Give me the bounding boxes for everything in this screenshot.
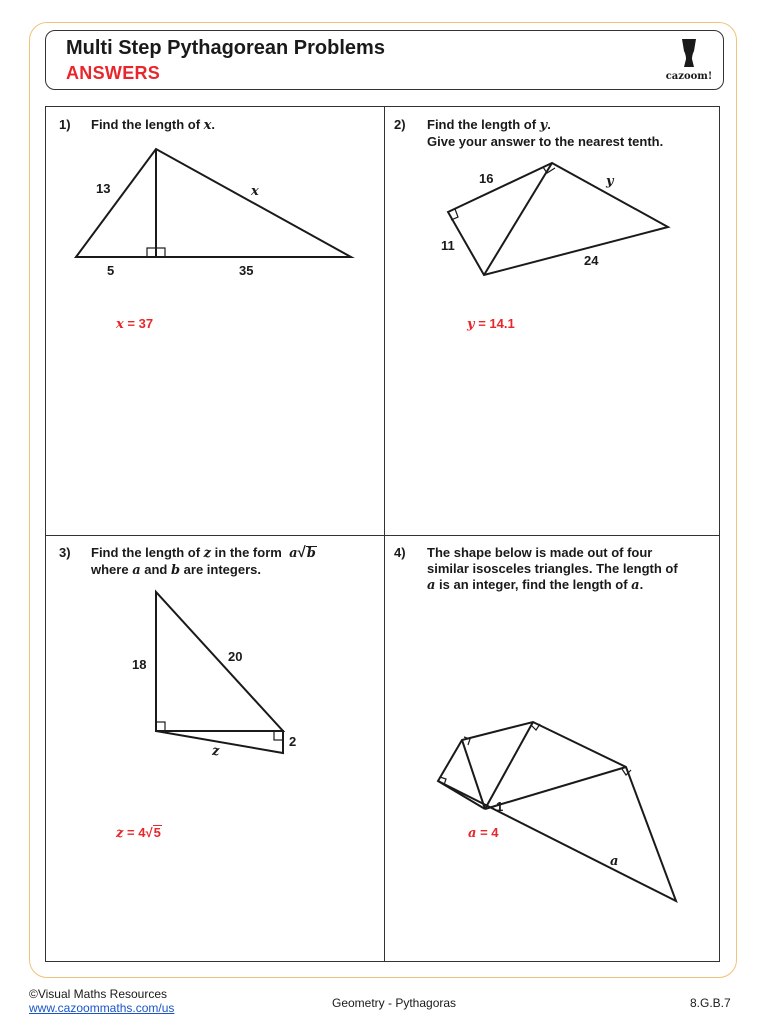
label-bottom: 24 <box>584 253 599 268</box>
answer-variable: z <box>116 826 124 841</box>
label-long: a <box>610 854 619 869</box>
question-text-part: are integers. <box>180 562 261 577</box>
question-text-part: Find the length of <box>427 117 540 132</box>
answer-variable: a <box>468 826 477 841</box>
answer-2 <box>467 316 515 332</box>
worksheet-header <box>45 30 724 90</box>
label-left: 11 <box>441 238 455 253</box>
form-variable-b: b <box>306 546 316 561</box>
question-variable: a <box>132 563 141 578</box>
question-variable: y <box>539 118 548 133</box>
question-3 <box>46 535 384 963</box>
answer-variable: x <box>116 317 124 332</box>
question-number: 1) <box>59 117 71 132</box>
quadrilateral-diagram-2 <box>384 107 722 307</box>
question-text-part: . <box>547 117 551 132</box>
question-1 <box>46 107 384 535</box>
label-small: 1 <box>496 799 504 814</box>
question-2 <box>384 107 722 535</box>
answer-value: = 14.1 <box>478 316 515 331</box>
footer-topic: Geometry - Pythagoras <box>332 996 457 1010</box>
page-title: Multi Step Pythagorean Problems <box>66 37 385 59</box>
question-variable: a <box>631 578 640 593</box>
question-text-part: Find the length of <box>91 117 204 132</box>
label-bottom: z <box>212 744 220 759</box>
footer-left <box>29 987 174 1015</box>
question-text-part: and <box>140 562 171 577</box>
question-text-part: . <box>639 577 644 592</box>
label-small: 2 <box>289 734 297 749</box>
label-base-right: 35 <box>239 263 254 278</box>
question-text-part: The shape below is made out of four <box>427 545 653 560</box>
form-variable-a: a <box>289 546 298 561</box>
answer-1 <box>116 316 153 332</box>
page-subtitle: ANSWERS <box>66 63 161 83</box>
triangle-diagram-3 <box>46 535 384 775</box>
question-text-part: similar isosceles triangles. The length of <box>427 561 678 576</box>
label-top: 16 <box>479 171 494 186</box>
label-hypotenuse: 20 <box>228 649 243 664</box>
question-variable: x <box>203 118 212 133</box>
answer-value: = 37 <box>127 316 154 331</box>
label-left-side: 13 <box>96 181 111 196</box>
question-variable: b <box>170 563 181 578</box>
question-text-part: . <box>211 117 216 132</box>
answer-3 <box>116 825 162 841</box>
answer-variable: y <box>467 317 475 332</box>
trophy-icon <box>665 37 713 71</box>
website-link[interactable]: www.cazoommaths.com/us <box>29 1001 175 1015</box>
question-number: 3) <box>59 545 71 560</box>
answer-value: = 4 <box>480 825 499 840</box>
cazoom-logo <box>665 37 713 85</box>
label-hypotenuse: x <box>251 184 259 199</box>
questions-grid <box>45 106 720 962</box>
shape-diagram-4 <box>384 535 722 869</box>
triangle-diagram-1 <box>46 107 384 307</box>
label-vertical: 18 <box>132 657 147 672</box>
question-number: 4) <box>394 545 406 560</box>
label-right: y <box>606 174 614 189</box>
answer-4 <box>468 825 499 841</box>
question-number: 2) <box>394 117 406 132</box>
footer-code: 8.G.B.7 <box>690 996 731 1010</box>
question-text-part: in the form <box>211 545 286 560</box>
question-text-part: Find the length of <box>91 545 204 560</box>
question-4 <box>384 535 722 963</box>
logo-text: cazoom! <box>665 71 713 82</box>
answer-root: 5 <box>153 825 161 840</box>
root-sign-icon: √ <box>297 544 306 561</box>
label-base-left: 5 <box>107 263 115 278</box>
question-text-part: where <box>91 562 133 577</box>
answer-value: = 4 <box>127 825 146 840</box>
question-variable: a <box>427 578 436 593</box>
root-sign-icon: √ <box>145 825 153 840</box>
question-variable: z <box>203 546 212 561</box>
question-text-part: Give your answer to the nearest tenth. <box>427 134 664 149</box>
question-text-part: is an integer, find the length of <box>435 577 632 592</box>
copyright-text: ©Visual Maths Resources <box>29 987 168 1001</box>
